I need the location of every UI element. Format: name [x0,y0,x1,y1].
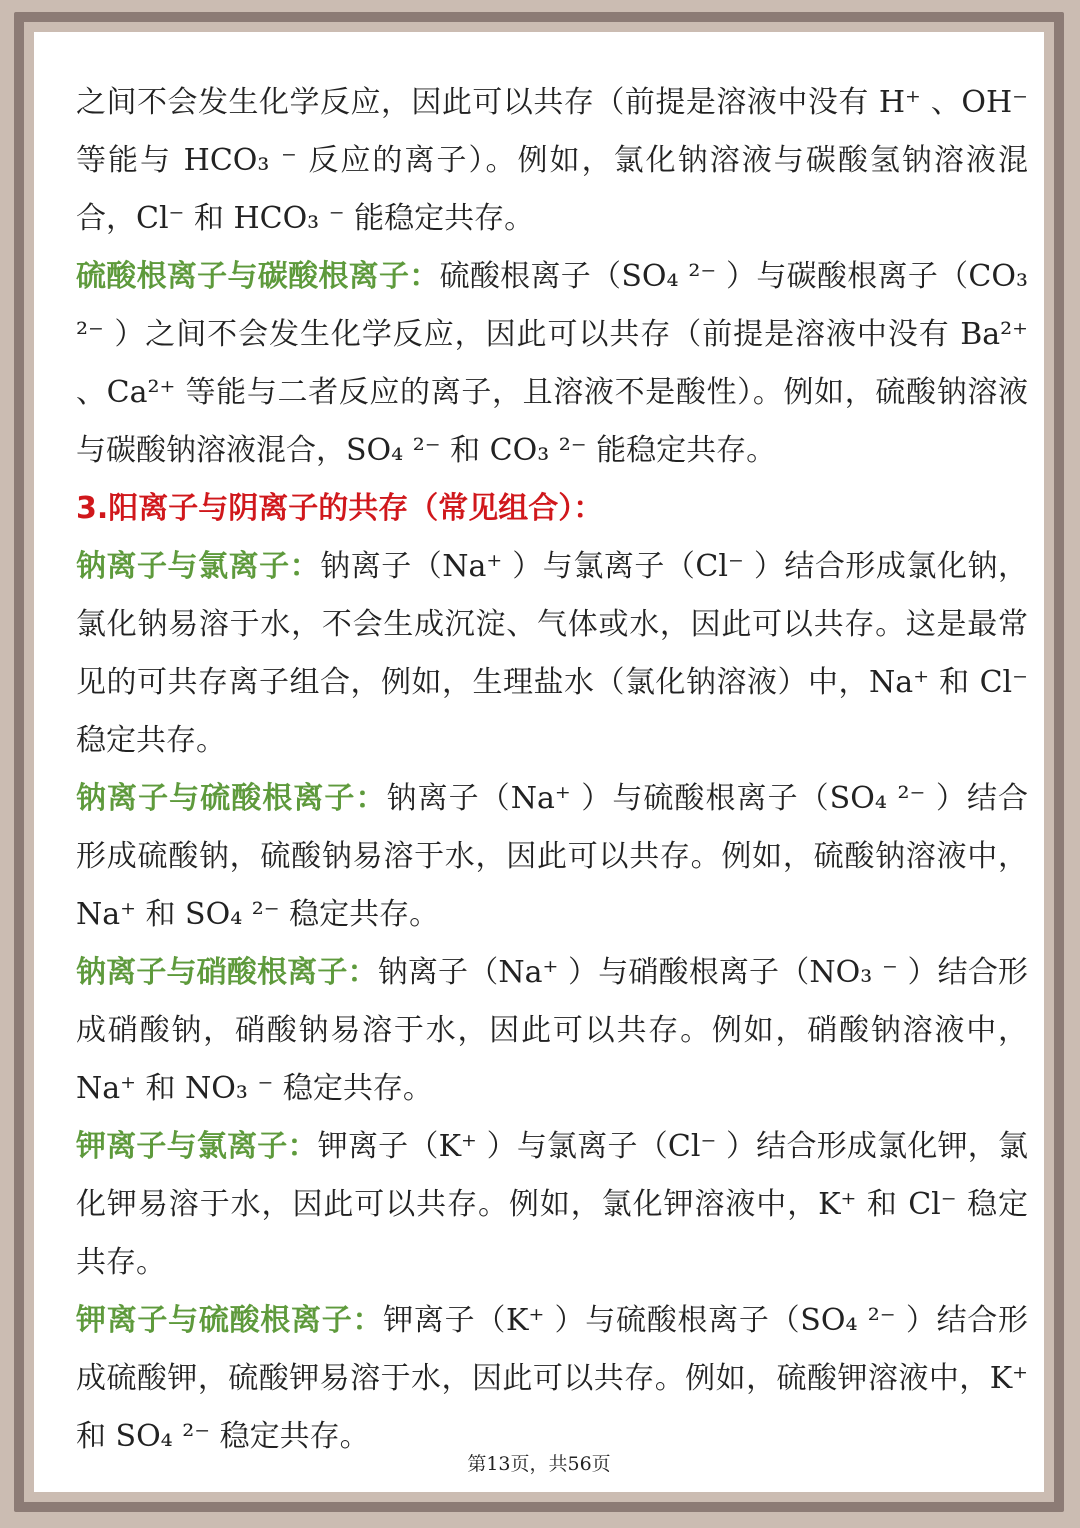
page-border-inner [24,22,1054,1502]
paragraph [76,248,1028,480]
paragraph-label: 钾离子与硫酸根离子： [76,1303,384,1338]
paragraph [76,538,1028,770]
paragraph-label: 钠离子与氯离子： [76,549,321,584]
paragraph-label: 钾离子与氯离子： [76,1129,318,1164]
paragraph-text: 钾离子（K⁺ ）与氯离子（Cl⁻ ）结合形成氯化钾，氯化钾易溶于水，因此可以共存。例如，氯化钾溶液中，K⁺ 和 Cl⁻ 稳定共存。 [76,1129,1029,1280]
paragraph-text: 之间不会发生化学反应，因此可以共存（前提是溶液中没有 H⁺ 、OH⁻ 等能与 HCO₃ ⁻ 反应的离子）。例如，氯化钠溶液与碳酸氢钠溶液混合，Cl⁻ 和 HCO₃ ⁻ 能稳定共存。 [76,85,1028,236]
paragraph-label: 硫酸根离子与碳酸根离子： [76,259,440,294]
section-heading: 3.阳离子与阴离子的共存（常见组合）： [76,491,604,526]
paragraph-text: 硫酸根离子（SO₄ ²⁻ ）与碳酸根离子（CO₃ ²⁻ ）之间不会发生化学反应，因此可以共存（前提是溶液中没有 Ba²⁺ 、Ca²⁺ 等能与二者反应的离子，且溶液不是酸性）。例如，硫酸钠溶液与碳酸钠溶液混合，SO₄ ²⁻ 和 CO₃ ²⁻ 能稳定共存。 [76,259,1028,468]
page-border-outer [14,12,1064,1512]
paragraph-text: 钠离子（Na⁺ ）与硝酸根离子（NO₃ ⁻ ）结合形成硝酸钠，硝酸钠易溶于水，因此可以共存。例如，硝酸钠溶液中，Na⁺ 和 NO₃ ⁻ 稳定共存。 [76,955,1028,1106]
paragraph-text: 钠离子（Na⁺ ）与硫酸根离子（SO₄ ²⁻ ）结合形成硫酸钠，硫酸钠易溶于水，因此可以共存。例如，硫酸钠溶液中，Na⁺ 和 SO₄ ²⁻ 稳定共存。 [76,781,1028,932]
paragraph-text: 钾离子（K⁺ ）与硫酸根离子（SO₄ ²⁻ ）结合形成硫酸钾，硫酸钾易溶于水，因此可以共存。例如，硫酸钾溶液中，K⁺ 和 SO₄ ²⁻ 稳定共存。 [76,1303,1029,1454]
paragraph [76,944,1028,1118]
document-content [76,74,1028,1466]
paragraph-label: 钠离子与硝酸根离子： [76,955,378,990]
page-number-footer: 第13页，共56页 [467,1453,611,1475]
paragraph [76,770,1028,944]
paragraph [76,1118,1028,1292]
paragraph [76,1292,1028,1466]
paragraph-label: 钠离子与硫酸根离子： [76,781,387,816]
paragraph-text: 钠离子（Na⁺ ）与氯离子（Cl⁻ ）结合形成氯化钠，氯化钠易溶于水，不会生成沉淀、气体或水，因此可以共存。这是最常见的可共存离子组合，例如，生理盐水（氯化钠溶液）中，Na⁺ 和 Cl⁻ 稳定共存。 [76,549,1028,758]
paragraph [76,74,1028,248]
document-page [34,32,1044,1492]
